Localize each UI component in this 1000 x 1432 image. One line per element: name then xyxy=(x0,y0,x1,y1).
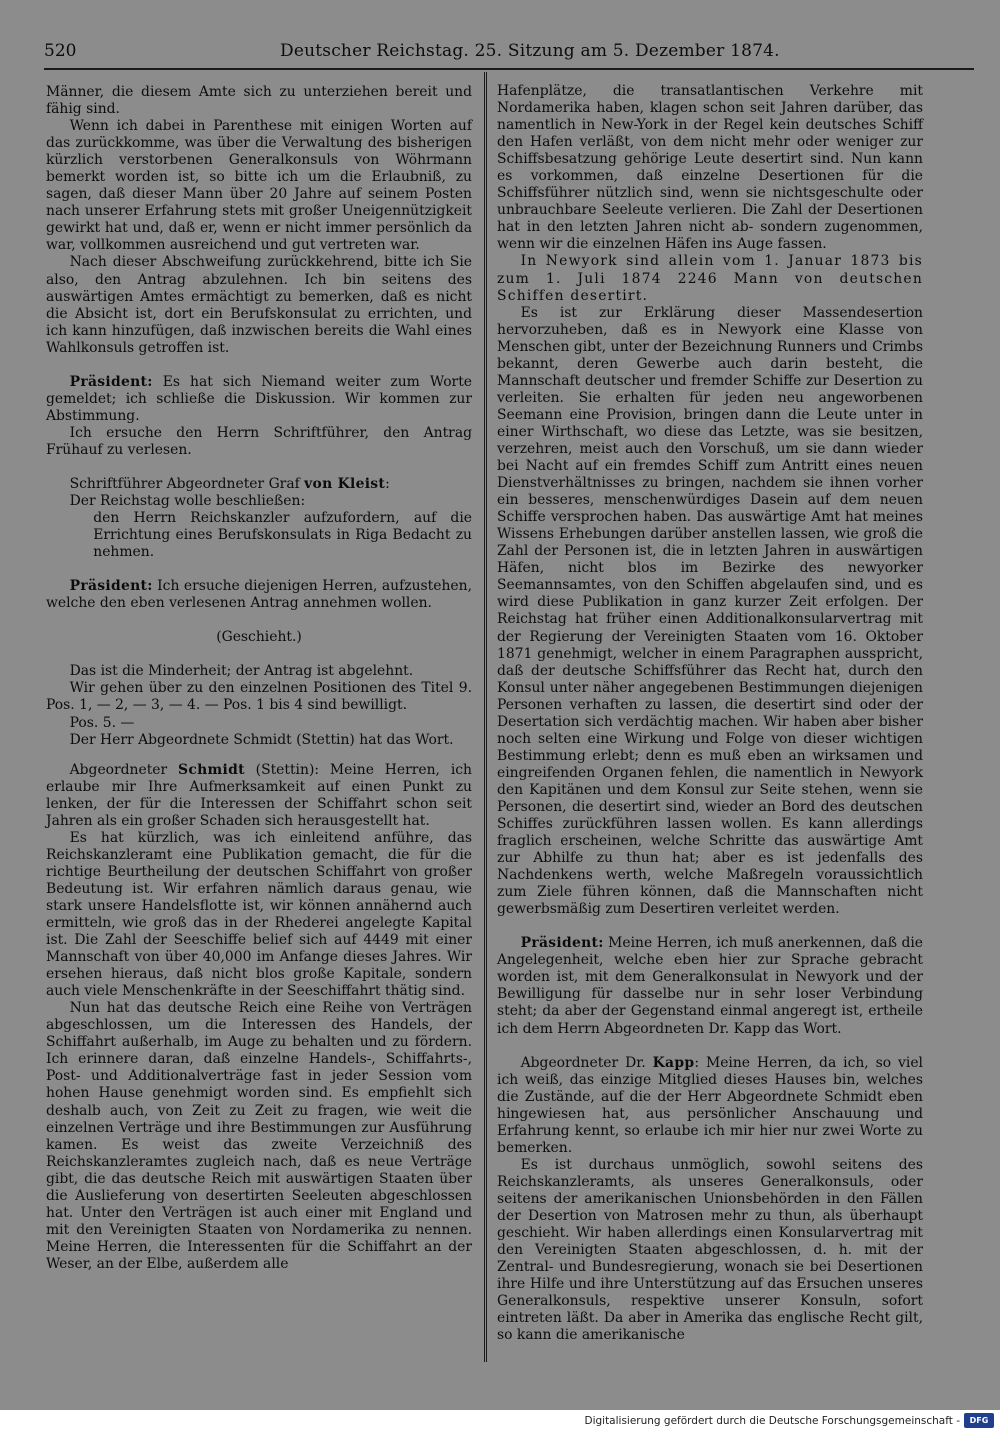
speaker-label: Präsident: xyxy=(69,373,153,390)
paragraph: Hafenplätze, die transatlantischen Verkehre mit Nordamerika haben, klagen schon seit Jahren darüber, das namentlich in New-York in der Regel kein deutsches Schiff den Hafen verläßt, von dem nicht mehr oder weniger zur Schiffsbesatzung gehörige Leute desertirt sind. Nun kann es vorkommen, daß einzelne Desertionen für die Schiffsführer nützlich sind, wenn sie nichtsgeschulte oder unbrauchbare Seeleute verlieren. Die Zahl der Desertionen hat in den letzten Jahren nicht ab- sondern zugenommen, wenn wir die einzelnen Häfen ins Auge fassen. xyxy=(497,83,923,253)
paragraph: Ich ersuche den Herrn Schriftführer, den Antrag Frühauf zu verlesen. xyxy=(46,424,472,458)
paragraph: Pos. 5. — xyxy=(69,714,135,731)
paragraph-text: : Meine Herren, da ich, so viel ich weiß, das einzige Mitglied dieses Hauses bin, welches die Zustände, auf die der Herr Abgeordnete Schmidt eben hingewiesen hat, aus persönlicher Anschauung und Erfahrung kennt, so erlaube ich mir hier nur zwei Worte zu bemerken. xyxy=(497,1054,923,1156)
speaker-name: Kapp xyxy=(652,1054,695,1071)
paragraph-text: Abgeordneter Dr. xyxy=(520,1054,646,1071)
paragraph: Männer, die diesem Amte sich zu unterziehen bereit und fähig sind. xyxy=(46,84,472,118)
speaker-paragraph xyxy=(46,762,472,830)
president-paragraph xyxy=(497,935,923,1037)
president-paragraph xyxy=(46,374,472,425)
president-paragraph xyxy=(46,578,472,612)
speaker-label: Präsident: xyxy=(520,935,604,952)
paragraph: Es ist zur Erklärung dieser Massendesertion hervorzuheben, daß es in Newyork eine Klasse von Menschen gibt, unter der Bezeichnung Runners und Crimbs bekannt, deren Gewerbe auch darin besteht, die Mannschaft deutscher und fremder Schiffe zur Desertion zu verleiten. Sie erhalten für jeden neu angeworbenen Seemann eine Provision, bringen dann die Leute unter in einer Wirthschaft, wo diese das Letzte, was sie besitzen, verzehren, meist auch den Vorschuß, um sie dann wieder bei Nacht auf ein fremdes Schiff zum Antritt eines neuen Dienstverhältnisses zu bringen, nachdem sie ihnen vorher ein besseres, menschenwürdiges Dasein auf dem neuen Schiffe versprochen haben. Das auswärtige Amt hat meines Wissens Erhebungen darüber anstellen lassen, wie groß die Zahl der Personen ist, die in letzten Jahren in auswärtigen Häfen, nicht blos im Bezirke des newyorker Seemannsamtes, von den Schiffen abgelaufen sind, und es wird diese Publikation in ganz kurzer Zeit erfolgen. Der Reichstag hat früher einen Additionalkonsularvertrag mit der Regierung der Vereinigten Staaten vom 16. Oktober 1871 genehmigt, welcher in einem Paragraphen ausspricht, daß der deutsche Schiffsführer das Recht hat, durch den Konsul unter näher angegebenen Bestimmungen diejenigen Personen verhaften zu lassen, die desertirt sind oder der Desertation sich verdächtig machen. Wir haben aber bisher noch selten eine Wirkung und Folge von dieser wichtigen Bestimmung erlebt; denn es muß eben an wirksamen und eingreifenden Organen fehlen, die namentlich in Newyork den Kapitänen und dem Konsul zur Seite stehen, wenn sie Personen, die desertirt sind, wieder an Bord des deutschen Schiffes zurückführen lassen wollen. Es kann allerdings fraglich erscheinen, welche Schritte das auswärtige Amt zur Abhilfe zu thun hat; aber es ist jedenfalls des Nachdenkens werth, welche Maßregeln voraussichtlich zum Ziele führen können, daß die Mannschaften nicht gewerbsmäßig zum Desertiren verleitet werden. xyxy=(497,304,923,918)
running-title: Deutscher Reichstag. 25. Sitzung am 5. Dezember 1874. xyxy=(280,41,780,61)
speaker-name: Schmidt xyxy=(178,761,245,778)
secretary-paragraph: Schriftführer Abgeordneter Graf von Kleist: xyxy=(69,475,390,492)
paragraph: Es ist durchaus unmöglich, sowohl seitens des Reichskanzleramts, als unseres Generalkonsuls, oder seitens der amerikanischen Unionsbehörden in den Fällen der Desertion von Matrosen mehr zu thun, als überhaupt geschieht. Wir haben allerdings einen Konsularvertrag mit den Vereinigten Staaten abgeschlossen, d. h. mit der Zentral- und Bundesregierung, wonach sie bei Desertionen ihre Hilfe und ihre Unterstützung auf das Ersuchen unseres Generalkonsuls, respektive unserer Konsuln, sofort eintreten läßt. Da aber in Amerika das englische Recht gilt, so kann die amerikanische xyxy=(497,1156,923,1344)
paragraph-text: (Stettin): Meine Herren, ich erlaube mir Ihre Aufmerksamkeit auf einen Punkt zu lenken, der für die Interessen der Schiffahrt schon seit Jahren als ein großer Schaden sich herausgestellt hat. xyxy=(46,761,472,829)
right-column xyxy=(497,83,923,1344)
footer-credit: Digitalisierung gefördert durch die Deutsche Forschungsgemeinschaft - xyxy=(584,1415,960,1427)
speaker-name: von Kleist xyxy=(304,475,386,492)
left-column xyxy=(46,84,472,1273)
paragraph: Der Herr Abgeordnete Schmidt (Stettin) hat das Wort. xyxy=(69,731,454,748)
stage-note: (Geschieht.) xyxy=(216,629,302,646)
speaker-paragraph xyxy=(497,1055,923,1157)
paragraph: Es hat kürzlich, was ich einleitend anführe, das Reichskanzleramt eine Publikation gemacht, die für die richtige Beurtheilung der deutschen Schiffahrt von großer Bedeutung ist. Wir erfahren nämlich daraus genau, wie stark unsere Handelsflotte ist, wir können annähernd auch ermitteln, wie groß das in der Rhederei angelegte Kapital ist. Die Zahl der Seeschiffe belief sich auf 4449 mit einer Mannschaft von über 40,000 im Anfange dieses Jahres. Wir ersehen hieraus, daß nicht blos große Kapitale, sondern auch viele Menschenkräfte in der Seeschiffahrt thätig sind. xyxy=(46,829,472,1000)
paragraph: Wir gehen über zu den einzelnen Positionen des Titel 9. Pos. 1, — 2, — 3, — 4. — Pos. 1 bis 4 sind bewilligt. xyxy=(46,680,472,714)
footer xyxy=(0,1410,1000,1432)
speaker-label: Präsident: xyxy=(69,578,153,595)
page-header xyxy=(44,36,944,66)
header-rule xyxy=(44,68,974,70)
paragraph: In Newyork sind allein vom 1. Januar 1873 bis zum 1. Juli 1874 2246 Mann von deutschen Schiffen desertirt. xyxy=(497,253,923,304)
paragraph: Das ist die Minderheit; der Antrag ist abgelehnt. xyxy=(69,663,414,680)
column-divider xyxy=(484,72,487,1362)
paragraph-text: Schriftführer Abgeordneter Graf xyxy=(69,475,300,492)
motion-text: den Herrn Reichskanzler aufzufordern, auf die Errichtung eines Berufskonsulats in Riga Bedacht zu nehmen. xyxy=(93,510,472,561)
paragraph: Der Reichstag wolle beschließen: xyxy=(69,493,306,510)
paragraph-text: Meine Herren, ich muß anerkennen, daß die Angelegenheit, welche eben hier zur Sprache gebracht worden ist, mit dem Generalkonsulat in Newyork und der Bewilligung für dasselbe nur in sehr loser Verbindung steht; da aber der Gegenstand einmal angeregt ist, ertheile ich dem Herrn Abgeordneten Dr. Kapp das Wort. xyxy=(497,935,924,1037)
page-number: 520 xyxy=(44,41,77,61)
paragraph-text: Ich ersuche diejenigen Herren, aufzustehen, welche den eben verlesenen Antrag annehmen wollen. xyxy=(46,578,472,612)
paragraph-text: Abgeordneter xyxy=(69,761,168,778)
paragraph: Nun hat das deutsche Reich eine Reihe von Verträgen abgeschlossen, um die Interessen des Handels, der Schiffahrt außerhalb, im Auge zu behalten und zu fördern. Ich erinnere daran, daß einzelne Handels-, Schiffahrts-, Post- und Additionalverträge fast in jeder Session vom hohen Hause genehmigt worden sind. Es empfiehlt sich deshalb auch, von Zeit zu Zeit zu fragen, wie weit die einzelnen Verträge und ihre Bestimmungen zur Ausführung kamen. Es weist das zweite Verzeichniß des Reichskanzleramtes zugleich nach, daß es neue Verträge gibt, die das deutsche Reich mit auswärtigen Staaten über die Auslieferung von desertirten Seeleuten abgeschlossen hat. Unter den Verträgen ist auch einer mit England und mit den Vereinigten Staaten von Nordamerika zu nennen. Meine Herren, die Interessenten für die Schiffahrt an der Weser, an der Elbe, außerdem alle xyxy=(46,1000,472,1272)
paragraph-text: Es hat sich Niemand weiter zum Worte gemeldet; ich schließe die Diskussion. Wir kommen zur Abstimmung. xyxy=(46,373,473,424)
paragraph: Nach dieser Abschweifung zurückkehrend, bitte ich Sie also, den Antrag abzulehnen. Ich bin seitens des auswärtigen Amtes ermächtigt zu bemerken, daß es nicht die Absicht ist, dort ein Berufskonsulat zu errichten, und ich kann hinzufügen, daß inzwischen bereits die Wahl eines Wahlkonsuls getroffen ist. xyxy=(46,254,472,356)
dfg-logo: DFG xyxy=(964,1413,994,1428)
paragraph: Wenn ich dabei in Parenthese mit einigen Worten auf das zurückkomme, was über die Verwaltung des bisherigen kürzlich verstorbenen Generalkonsuls von Wöhrmann bemerkt worden ist, so bitte ich um die Erlaubniß, zu sagen, daß dieser Mann über 20 Jahre auf seinem Posten nach unserer Erfahrung stets mit großer Uneigennützigkeit gewirkt hat und, daß er, wenn er nicht immer persönlich da war, vollkommen ausreichend und gut vertreten war. xyxy=(46,118,472,254)
